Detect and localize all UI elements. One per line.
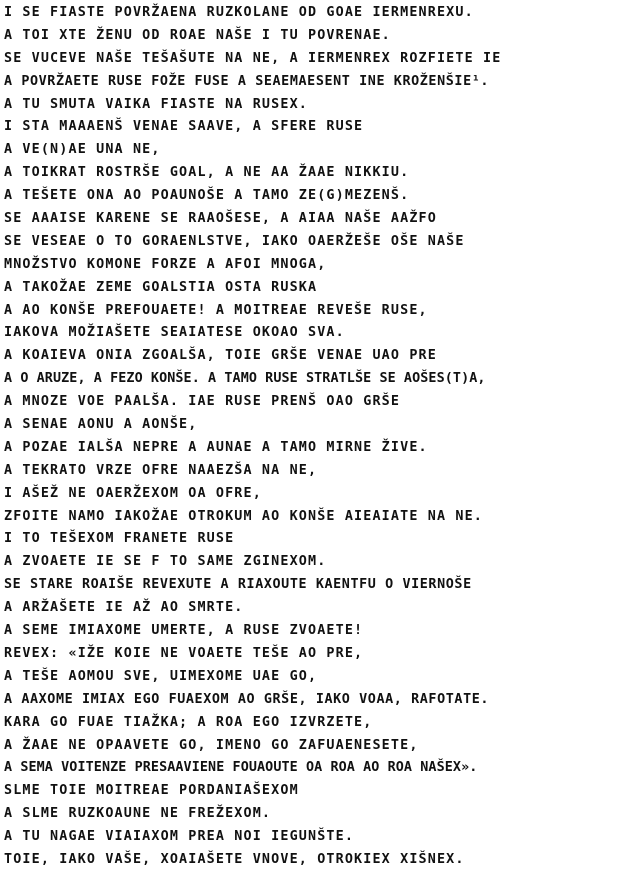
text-line-15: IAKOVA MOŽIAŠETE SEAIATESE OKOAO SVA. xyxy=(4,325,345,341)
text-line-34: A SEMA VOITENZE PRESAAVIENE FOUAOUTE OA ROA AO ROA NAŠEX». xyxy=(4,760,478,776)
text-line-30: A TEŠE AOMOU SVE, UIMEXOME UAE GO, xyxy=(4,668,318,684)
text-line-3: SE VUCEVE NAŠE TEŠAŠUTE NA NE, A IERMENREX ROZFIETE IE xyxy=(4,50,502,66)
text-line-37: A TU NAGAE VIAIAXOM PREA NOI IEGUNŠTE. xyxy=(4,829,355,845)
text-line-21: A TEKRATO VRZE OFRE NAAEZŠA NA NE, xyxy=(4,462,318,478)
text-line-32: KARA GO FUAE TIAŽKA; A ROA EGO IZVRZETE, xyxy=(4,714,373,730)
text-line-35: SLME TOIE MOITREAE PORDANIAŠEXOM xyxy=(4,783,299,799)
text-line-18: A MNOZE VOE PAALŠA. IAE RUSE PRENŠ OAO GRŠE xyxy=(4,394,401,410)
text-line-13: A TAKOŽAE ZEME GOALSTIA OSTA RUSKA xyxy=(4,279,318,295)
text-line-7: A VE(N)AE UNA NE, xyxy=(4,142,161,158)
text-line-12: MNOŽSTVO KOMONE FORZE A AFOI MNOGA, xyxy=(4,256,327,272)
text-line-22: I AŠEŽ NE OAERŽEXOM OA OFRE, xyxy=(4,485,262,501)
text-line-9: A TEŠETE ONA AO POAUNOŠE A TAMO ZE(G)MEZENŠ. xyxy=(4,188,410,204)
text-line-14: A AO KONŠE PREFOUAETE! A MOITREAE REVEŠE RUSE, xyxy=(4,302,428,318)
text-line-20: A POZAE IALŠA NEPRE A AUNAE A TAMO MIRNE ŽIVE. xyxy=(4,439,428,455)
text-line-27: A ARŽAŠETE IE AŽ AO SMRTE. xyxy=(4,600,244,616)
text-line-33: A ŽAAE NE OPAAVETE GO, IMENO GO ZAFUAENESETE, xyxy=(4,737,419,753)
text-line-6: I STA MAAAENŠ VENAE SAAVE, A SFERE RUSE xyxy=(4,119,364,135)
text-line-4: A POVRŽAETE RUSE FOŽE FUSE A SEAEMAESENT INE KROŽENŠIE¹. xyxy=(4,73,490,89)
text-line-5: A TU SMUTA VAIKA FIASTE NA RUSEX. xyxy=(4,96,308,112)
text-line-8: A TOIKRAT ROSTRŠE GOAL, A NE AA ŽAAE NIKKIU. xyxy=(4,165,410,181)
text-line-31: A AAXOME IMIAX EGO FUAEXOM AO GRŠE, IAKO VOAA, RAFOTATE. xyxy=(4,691,490,707)
text-line-25: A ZVOAETE IE SE F TO SAME ZGINEXOM. xyxy=(4,554,327,570)
text-line-23: ZFOITE NAMO IAKOŽAE OTROKUM AO KONŠE AIEAIATE NA NE. xyxy=(4,508,484,524)
text-line-26: SE STARE ROAIŠE REVEXUTE A RIAXOUTE KAENTFU O VIERNOŠE xyxy=(4,577,472,593)
text-line-28: A SEME IMIAXOME UMERTE, A RUSE ZVOAETE! xyxy=(4,623,364,639)
text-line-24: I TO TEŠEXOM FRANETE RUSE xyxy=(4,531,235,547)
text-line-16: A KOAIEVA ONIA ZGOALŠA, TOIE GRŠE VENAE UAO PRE xyxy=(4,348,437,364)
text-line-11: SE VESEAE O TO GORAENLSTVE, IAKO OAERŽEŠE OŠE NAŠE xyxy=(4,233,465,249)
text-line-29: REVEX: «IŽE KOIE NE VOAETE TEŠE AO PRE, xyxy=(4,645,364,661)
text-line-19: A SENAE AONU A AONŠE, xyxy=(4,417,198,433)
text-line-10: SE AAAISE KARENE SE RAAOŠESE, A AIAA NAŠE AAŽFO xyxy=(4,211,437,227)
text-line-38: TOIE, IAKO VAŠE, XOAIAŠETE VNOVE, OTROKIEX XIŠNEX. xyxy=(4,851,465,867)
text-lines xyxy=(4,2,616,872)
text-line-1: I SE FIASTE POVRŽAENA RUZKOLANE OD GOAE IERMENREXU. xyxy=(4,5,474,20)
text-line-2: A TOI XTE ŽENU OD ROAE NAŠE I TU POVRENAE. xyxy=(4,27,391,43)
text-line-36: A SLME RUZKOAUNE NE FREŽEXOM. xyxy=(4,806,272,822)
text-line-17: A O ARUZE, A FEZO KONŠE. A TAMO RUSE STRATLŠE SE AOŠES(T)A, xyxy=(4,371,486,387)
